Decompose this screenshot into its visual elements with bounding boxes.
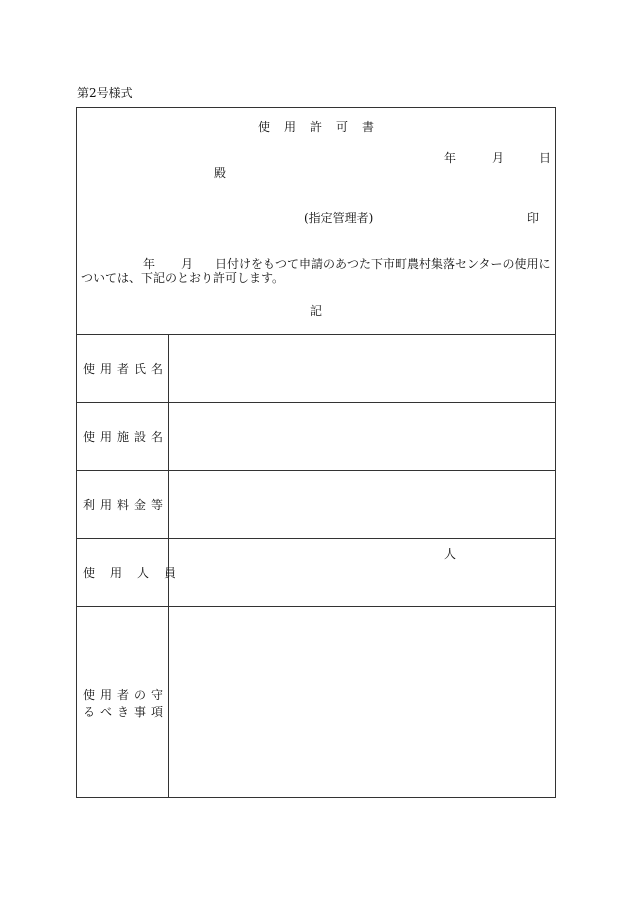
usage-fees-field[interactable] bbox=[169, 471, 555, 538]
label-cell bbox=[77, 607, 169, 797]
ki-note-marker: 記 bbox=[309, 304, 322, 318]
persons-unit-label: 人 bbox=[444, 547, 457, 561]
label-cell bbox=[77, 539, 192, 606]
statement-month: 月 bbox=[181, 257, 194, 271]
facility-name-label: 使用施設名 bbox=[83, 430, 169, 444]
date-year-label: 年 bbox=[444, 151, 457, 165]
user-rules-label-line2: るべき事項 bbox=[83, 705, 169, 719]
designated-manager-label: (指定管理者) bbox=[304, 211, 374, 225]
permit-form bbox=[76, 107, 556, 798]
label-cell bbox=[77, 403, 169, 470]
addressee-honorific: 殿 bbox=[214, 166, 227, 180]
user-rules-label-line1: 使用者の守 bbox=[83, 688, 169, 702]
statement-line1: 日付けをもつて申請のあつた下市町農村集落センターの使用に bbox=[215, 257, 551, 271]
date-month-label: 月 bbox=[492, 151, 505, 165]
form-number: 第2号様式 bbox=[77, 86, 133, 100]
user-rules-label bbox=[83, 687, 168, 721]
user-rules-field[interactable] bbox=[169, 607, 555, 797]
number-of-users-field[interactable] bbox=[169, 539, 555, 606]
row-user-rules bbox=[77, 607, 555, 797]
number-of-users-label: 使用人員 bbox=[83, 566, 192, 580]
usage-fees-label: 利用料金等 bbox=[83, 498, 169, 512]
label-cell bbox=[77, 471, 169, 538]
date-day-label: 日 bbox=[539, 151, 552, 165]
row-usage-fees bbox=[77, 471, 555, 539]
form-title: 使用許可書 bbox=[257, 120, 388, 134]
user-name-label: 使用者氏名 bbox=[83, 362, 169, 376]
seal-mark: 印 bbox=[527, 211, 540, 225]
statement-year: 年 bbox=[143, 257, 156, 271]
row-facility-name bbox=[77, 403, 555, 471]
permit-header bbox=[77, 108, 555, 335]
row-user-name bbox=[77, 335, 555, 403]
permission-statement bbox=[81, 257, 553, 285]
label-cell bbox=[77, 335, 169, 402]
facility-name-field[interactable] bbox=[169, 403, 555, 470]
row-number-of-users bbox=[77, 539, 555, 607]
statement-line2: ついては、下記のとおり許可します。 bbox=[81, 271, 285, 285]
user-name-field[interactable] bbox=[169, 335, 555, 402]
